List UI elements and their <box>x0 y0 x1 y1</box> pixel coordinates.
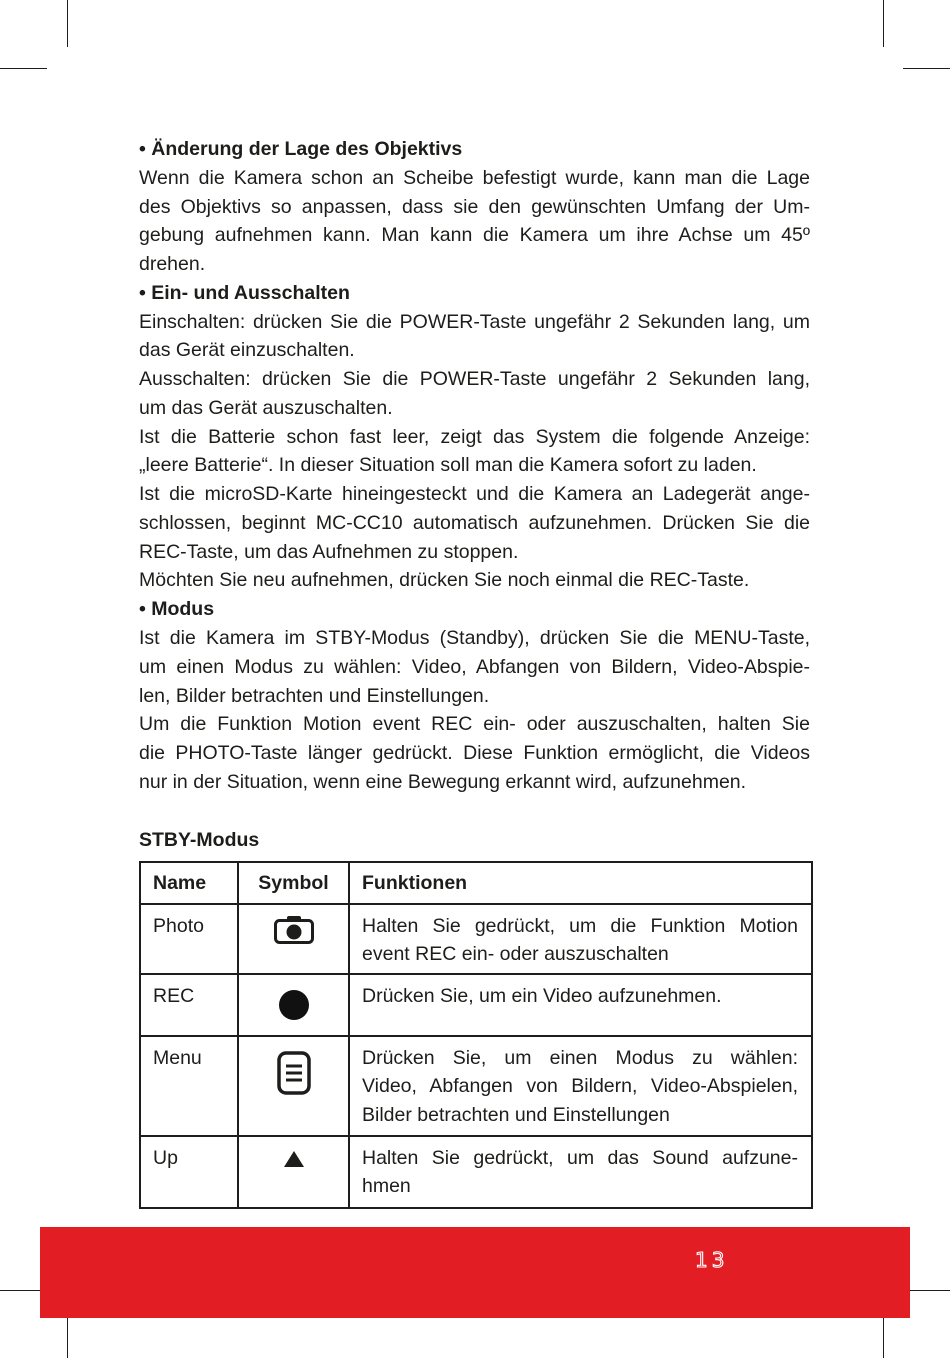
text-line: das Gerät einzuschalten. <box>139 339 355 362</box>
table-row <box>140 1036 812 1136</box>
paragraph <box>139 566 810 595</box>
text-line: drehen. <box>139 253 206 276</box>
body-text <box>139 135 810 797</box>
table-row <box>140 974 812 1036</box>
paragraph <box>139 423 810 481</box>
paragraph <box>139 365 810 423</box>
triangle-up-icon <box>239 1151 348 1167</box>
row-function <box>349 974 812 1036</box>
function-line: Halten Sie gedrückt, um das Sound aufzune- <box>362 1146 798 1169</box>
text-line: Ist die Kamera im STBY-Modus (Standby), drücken Sie die MENU-Taste, <box>139 627 810 650</box>
menu-document-icon <box>239 1051 348 1095</box>
function-line: Drücken Sie, um ein Video aufzunehmen. <box>362 984 722 1007</box>
crop-mark-top-right-vertical <box>883 0 884 47</box>
record-dot-icon <box>239 989 348 1021</box>
section-heading: • Ein- und Ausschalten <box>139 281 350 304</box>
function-line: hmen <box>362 1175 411 1198</box>
paragraph <box>139 480 810 566</box>
table-header-row <box>140 862 812 904</box>
text-line: des Objektivs so anpassen, dass sie den gewünschten Umfang der Um- <box>139 195 810 218</box>
section-heading: • Änderung der Lage des Objektivs <box>139 138 463 160</box>
table-row <box>140 904 812 974</box>
crop-mark-bottom-right-horizontal <box>903 1290 950 1291</box>
column-header: Symbol <box>238 862 349 904</box>
function-line: Video, Abfangen von Bildern, Video-Abspielen, <box>362 1075 798 1098</box>
text-line: nur in der Situation, wenn eine Bewegung erkannt wird, aufzunehmen. <box>139 770 747 793</box>
table-title: STBY-Modus <box>139 828 260 851</box>
text-line: Wenn die Kamera schon an Scheibe befestigt wurde, kann man die Lage <box>139 166 810 189</box>
paragraph <box>139 710 810 796</box>
crop-mark-top-left-horizontal <box>0 68 47 69</box>
footer-band <box>40 1227 910 1318</box>
text-line: gebung aufnehmen kann. Man kann die Kamera um ihre Achse um 45º <box>139 224 810 247</box>
row-name: Up <box>140 1136 238 1208</box>
camera-icon <box>239 915 348 945</box>
text-line: „leere Batterie“. In dieser Situation soll man die Kamera sofort zu laden. <box>139 454 757 477</box>
row-name: Menu <box>140 1036 238 1136</box>
text-line: Ausschalten: drücken Sie die POWER-Taste ungefähr 2 Sekunden lang, <box>139 368 810 391</box>
row-name: REC <box>140 974 238 1036</box>
text-line: REC-Taste, um das Aufnehmen zu stoppen. <box>139 540 519 563</box>
crop-mark-top-right-horizontal <box>903 68 950 69</box>
section <box>139 595 810 796</box>
text-line: um das Gerät auszuschalten. <box>139 396 393 419</box>
text-line: Um die Funktion Motion event REC ein- oder auszuschalten, halten Sie <box>139 713 810 736</box>
function-line: Bilder betrachten und Einstellungen <box>362 1104 670 1127</box>
crop-mark-bottom-right-vertical <box>883 1311 884 1358</box>
row-symbol <box>238 974 349 1036</box>
row-symbol <box>238 1036 349 1136</box>
table-head <box>140 862 812 904</box>
text-line: schlossen, beginnt MC-CC10 automatisch aufzunehmen. Drücken Sie die <box>139 511 810 534</box>
stby-mode-table <box>139 861 813 1209</box>
text-line: Möchten Sie neu aufnehmen, drücken Sie noch einmal die REC-Taste. <box>139 569 750 592</box>
text-line: die PHOTO-Taste länger gedrückt. Diese Funktion ermöglicht, die Videos <box>139 742 810 765</box>
column-header: Funktionen <box>349 862 812 904</box>
row-function <box>349 1136 812 1208</box>
paragraph <box>139 624 810 710</box>
row-function <box>349 904 812 974</box>
text-line: um einen Modus zu wählen: Video, Abfangen von Bildern, Video-Abspie- <box>139 655 810 678</box>
table-row <box>140 1136 812 1208</box>
page-number: 13 <box>695 1248 729 1272</box>
table-body <box>140 904 812 1208</box>
function-line: Halten Sie gedrückt, um die Funktion Motion <box>362 914 798 937</box>
row-name: Photo <box>140 904 238 974</box>
paragraph <box>139 308 810 366</box>
crop-mark-top-left-vertical <box>67 0 68 47</box>
text-line: len, Bilder betrachten und Einstellungen. <box>139 684 490 707</box>
row-symbol <box>238 1136 349 1208</box>
text-line: Ist die Batterie schon fast leer, zeigt das System die folgende Anzeige: <box>139 425 810 448</box>
section <box>139 279 810 595</box>
function-line: event REC ein- oder auszuschalten <box>362 943 669 966</box>
column-header: Name <box>140 862 238 904</box>
row-symbol <box>238 904 349 974</box>
section <box>139 135 810 279</box>
paragraph <box>139 164 810 279</box>
function-line: Drücken Sie, um einen Modus zu wählen: <box>362 1046 798 1069</box>
section-heading: • Modus <box>139 598 215 621</box>
crop-mark-bottom-left-vertical <box>67 1311 68 1358</box>
text-line: Ist die microSD-Karte hineingesteckt und die Kamera an Ladegerät ange- <box>139 483 810 506</box>
text-line: Einschalten: drücken Sie die POWER-Taste ungefähr 2 Sekunden lang, um <box>139 310 810 333</box>
row-function <box>349 1036 812 1136</box>
